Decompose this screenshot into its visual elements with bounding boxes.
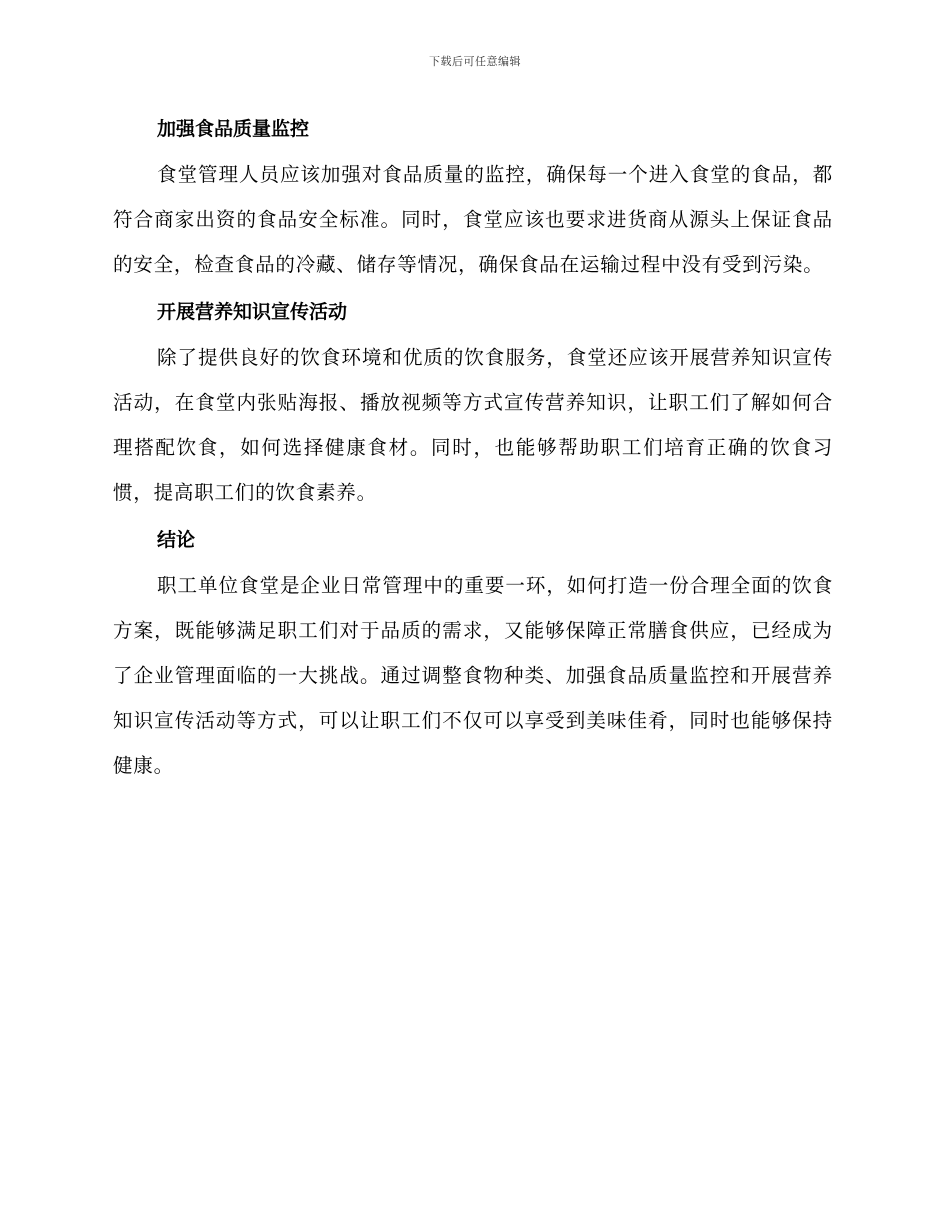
paragraph-conclusion: 职工单位食堂是企业日常管理中的重要一环，如何打造一份合理全面的饮食方案，既能够满足职工们对于品质的需求，又能够保障正常膳食供应，已经成为了企业管理面临的一大挑战。通过调整食物种类、加强食品质量监控和开展营养知识宣传活动等方式，可以让职工们不仅可以享受到美味佳肴，同时也能够保持健康。 bbox=[113, 574, 833, 777]
section-heading-conclusion: 结论 bbox=[157, 529, 196, 551]
section-heading-nutrition: 开展营养知识宣传活动 bbox=[157, 301, 348, 323]
document-body bbox=[113, 112, 833, 788]
header-note: 下载后可任意编辑 bbox=[429, 55, 521, 68]
paragraph-quality: 食堂管理人员应该加强对食品质量的监控，确保每一个进入食堂的食品，都符合商家出资的食品安全标准。同时，食堂应该也要求进货商从源头上保证食品的安全，检查食品的冷藏、储存等情况，确保食品在运输过程中没有受到污染。 bbox=[113, 163, 833, 276]
paragraph-nutrition: 除了提供良好的饮食环境和优质的饮食服务，食堂还应该开展营养知识宣传活动，在食堂内张贴海报、播放视频等方式宣传营养知识，让职工们了解如何合理搭配饮食，如何选择健康食材。同时，也能够帮助职工们培育正确的饮食习惯，提高职工们的饮食素养。 bbox=[113, 346, 833, 504]
section-heading-quality: 加强食品质量监控 bbox=[157, 118, 310, 140]
